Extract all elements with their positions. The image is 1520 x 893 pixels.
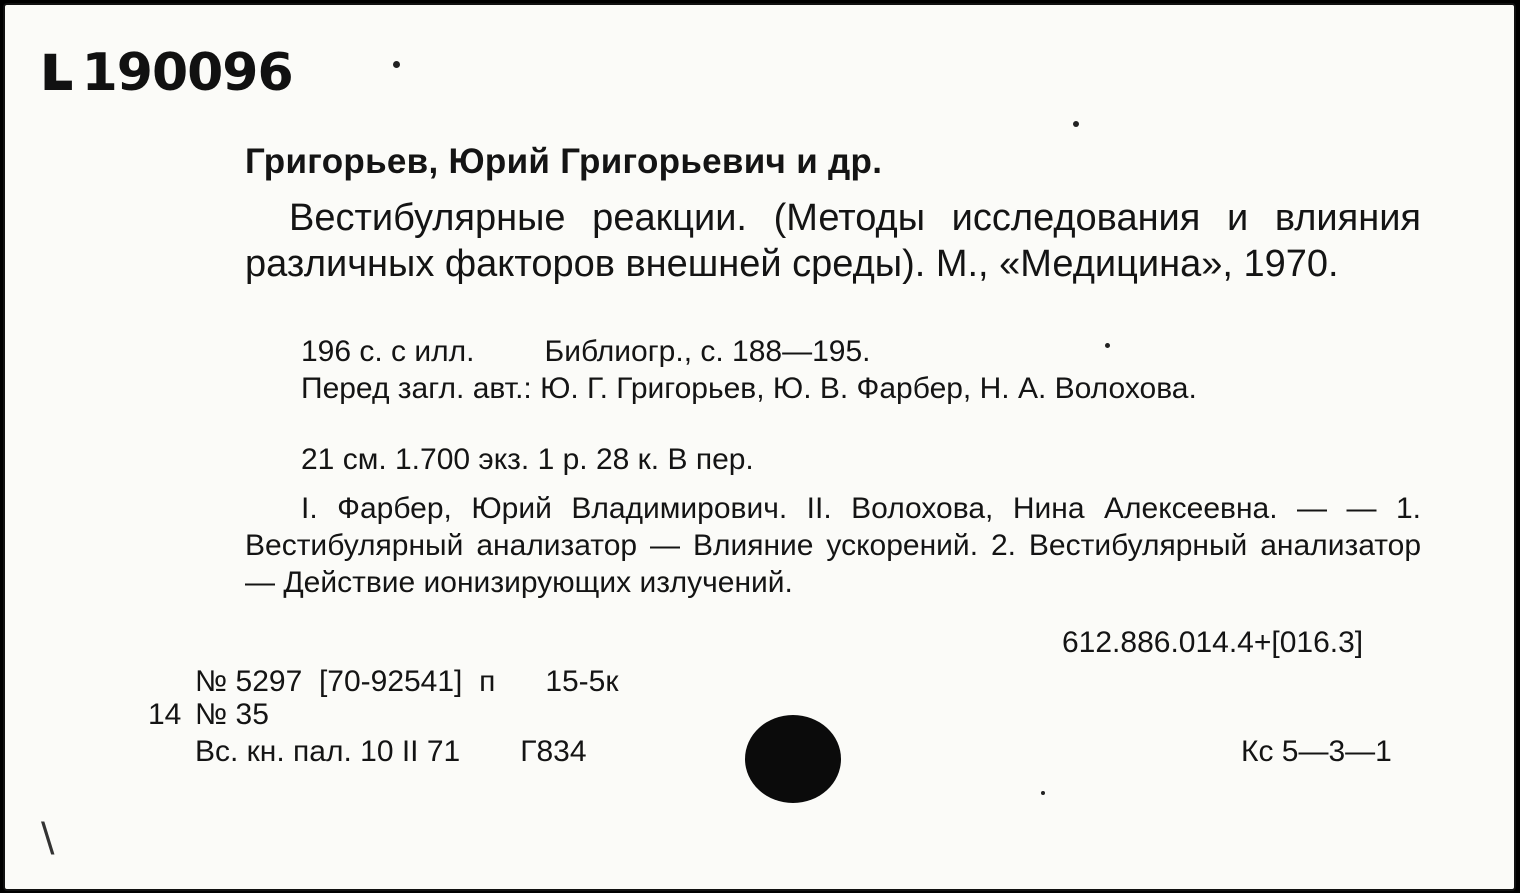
corner-mark: \ <box>41 815 55 861</box>
handwritten-inventory-number <box>39 29 293 106</box>
speck <box>1105 343 1110 348</box>
subject-tracings <box>245 490 1421 601</box>
collation-pages: 196 с. с илл. <box>301 335 475 368</box>
speck <box>1073 121 1079 127</box>
book-chamber-date: Вс. кн. пал. 10 II 71 <box>195 735 461 768</box>
ink-blot-stamp <box>745 715 841 803</box>
footer-line-3 <box>195 735 587 769</box>
author-heading: Григорьев, Юрий Григорьевич и др. <box>245 142 883 181</box>
physical-description <box>245 441 1421 478</box>
authors-note <box>245 370 1421 407</box>
collation-bibliography: Библиогр., с. 188—195. <box>544 335 871 368</box>
tracings-text: I. Фарбер, Юрий Владимирович. II. Волохова, Нина Алексеевна. — — 1. Вестибулярный анализатор — Влияние ускорений. 2. Вестибулярный анализатор — Действие ионизирующих излучений. <box>245 492 1421 599</box>
speck <box>393 61 400 68</box>
footer-line-2-number: № 35 <box>195 698 269 731</box>
order-number: № 5297 <box>195 665 303 698</box>
speck <box>1041 791 1045 795</box>
physical-text: 21 см. 1.700 экз. 1 р. 28 к. В пер. <box>301 443 754 476</box>
handwritten-number: 190096 <box>81 43 293 103</box>
udc-classification: 612.886.014.4+[016.3] <box>1062 626 1364 659</box>
ks-code: Кс 5—3—1 <box>1241 735 1392 768</box>
handwritten-mark: ʟ <box>39 29 74 106</box>
footer-line-1 <box>195 665 618 699</box>
registration-number: [70-92541] <box>318 665 463 698</box>
collation-line <box>245 333 1421 370</box>
footer-code: 15-5к <box>545 665 619 698</box>
authors-note-text: Перед загл. авт.: Ю. Г. Григорьев, Ю. В. Фарбер, Н. А. Волохова. <box>301 372 1197 405</box>
footer-letter: п <box>479 665 496 698</box>
footer-line-2-prefix: 14 <box>148 698 182 731</box>
catalog-card <box>3 3 1516 891</box>
author-sign: Г834 <box>520 735 587 768</box>
title-statement <box>245 195 1421 287</box>
title-text: Вестибулярные реакции. (Методы исследования и влияния различных факторов внешней среды). М., «Медицина», 1970. <box>245 197 1421 285</box>
